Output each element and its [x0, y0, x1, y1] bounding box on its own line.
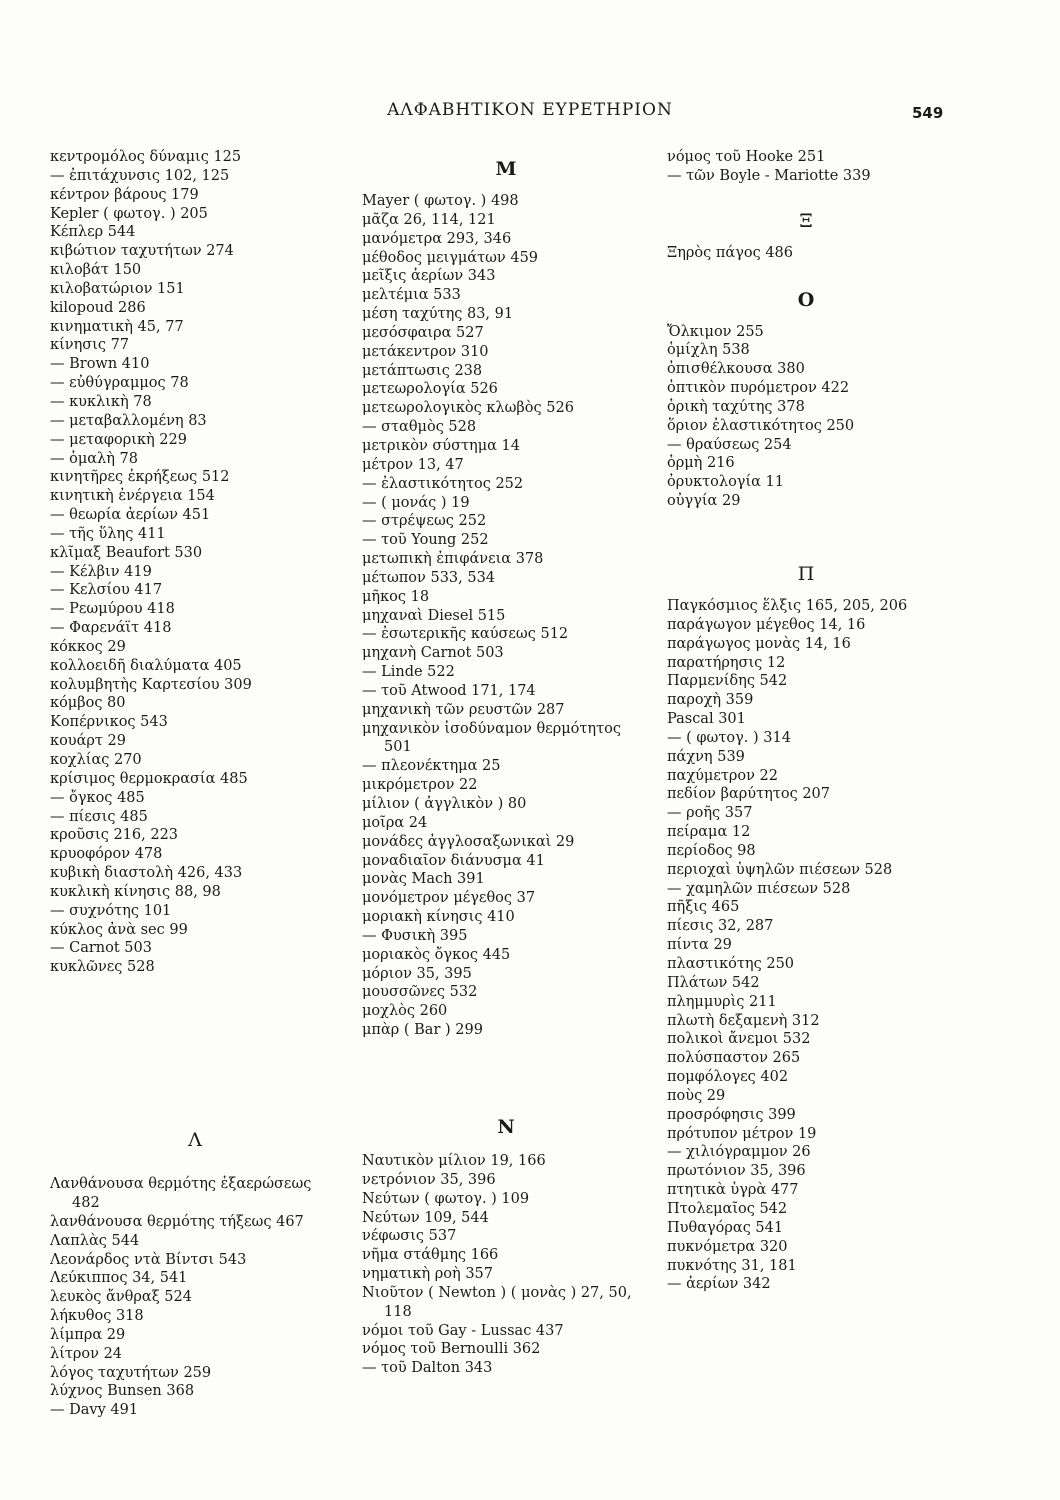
index-entry: μηχανικὸν ἰσοδύναμον θερμότητος 501 [362, 720, 621, 756]
index-entry: μέτρον 13, 47 [362, 456, 464, 473]
index-entry: νῆμα στάθμης 166 [362, 1247, 499, 1264]
index-entry: πρωτόνιον 35, 396 [667, 1163, 806, 1180]
entry-group-o [667, 323, 945, 511]
index-entry: Πυθαγόρας 541 [667, 1219, 784, 1236]
index-entry: πάχνη 539 [667, 748, 745, 765]
index-entry: Νεύτων ( φωτογ. ) 109 [362, 1190, 530, 1207]
index-column-3 [667, 148, 945, 1294]
index-entry: μετεωρολογία 526 [362, 381, 498, 398]
index-entry: — χιλιόγραμμον 26 [667, 1144, 811, 1161]
index-entry: — ( μονάς ) 19 [362, 494, 470, 511]
index-entry: λόγος ταχυτήτων 259 [50, 1364, 212, 1381]
index-entry: Νιοῦτον ( Newton ) ( μονὰς ) 27, 50, 118 [362, 1284, 632, 1320]
page-number: 549 [912, 104, 944, 122]
index-entry: παχύμετρον 22 [667, 767, 779, 784]
index-entry: πείραμα 12 [667, 824, 751, 841]
index-entry: — τοῦ Atwood 171, 174 [362, 682, 536, 699]
index-entry: — μεταβαλλομένη 83 [50, 412, 207, 429]
index-entry: — πλεονέκτημα 25 [362, 758, 501, 775]
index-entry: μουσσῶνες 532 [362, 984, 478, 1001]
index-entry: πῆξις 465 [667, 899, 740, 916]
index-entry: Λεονάρδος ντὰ Βίντσι 543 [50, 1251, 247, 1268]
index-entry: μοναδιαῖον διάνυσμα 41 [362, 852, 545, 869]
index-entry: μοριακὴ κίνησις 410 [362, 909, 515, 926]
index-entry: λανθάνουσα θερμότης τήξεως 467 [50, 1213, 304, 1230]
index-entry: πυκνόμετρα 320 [667, 1238, 788, 1255]
index-entry: κρίσιμος θερμοκρασία 485 [50, 770, 248, 787]
index-entry: — τοῦ Dalton 343 [362, 1360, 493, 1377]
index-entry: πλωτὴ δεξαμενὴ 312 [667, 1012, 820, 1029]
index-entry: — ὄγκος 485 [50, 789, 145, 806]
index-entry: οὐγγία 29 [667, 493, 741, 510]
index-entry: — πίεσις 485 [50, 808, 148, 825]
index-entry: μονὰς Mach 391 [362, 871, 485, 888]
spacer [362, 1040, 650, 1104]
entry-group-k [50, 148, 340, 977]
index-entry: — Carnot 503 [50, 940, 152, 957]
index-entry: ὁρμὴ 216 [667, 455, 735, 472]
index-entry: μετρικὸν σύστημα 14 [362, 437, 520, 454]
index-entry: κεντρομόλος δύναμις 125 [50, 149, 242, 165]
index-entry: μελτέμια 533 [362, 287, 461, 304]
index-entry: Pascal 301 [667, 711, 746, 728]
entry-group-l [50, 1175, 340, 1420]
index-entry: λύχνος Bunsen 368 [50, 1383, 195, 1400]
index-entry: νηματικὴ ροὴ 357 [362, 1266, 494, 1283]
index-entry: Ναυτικὸν μίλιον 19, 166 [362, 1152, 546, 1169]
index-entry: μανόμετρα 293, 346 [362, 230, 512, 247]
index-entry: κίνησις 77 [50, 337, 130, 354]
index-entry: κροῦσις 216, 223 [50, 827, 179, 844]
index-entry: κοχλίας 270 [50, 752, 142, 768]
section-letter-mu: Μ [495, 158, 517, 180]
index-entry: — Brown 410 [50, 356, 150, 373]
index-entry: μετεωρολογικὸς κλωβὸς 526 [362, 400, 574, 417]
index-entry: κινητικὴ ἐνέργεια 154 [50, 488, 215, 505]
index-entry: kilopoud 286 [50, 299, 146, 316]
index-entry: — Φυσικὴ 395 [362, 927, 468, 944]
index-entry: — Κελσίου 417 [50, 582, 163, 599]
index-entry: Mayer ( φωτογ. ) 498 [362, 193, 519, 209]
index-entry: — ἐλαστικότητος 252 [362, 475, 524, 492]
index-entry: Κέπλερ 544 [50, 224, 136, 241]
index-entry: — εὐθύγραμμος 78 [50, 375, 189, 392]
index-entry: Πλάτων 542 [667, 974, 760, 991]
index-entry: πυκνότης 31, 181 [667, 1257, 797, 1274]
index-entry: μοῖρα 24 [362, 814, 428, 831]
index-entry: — σταθμὸς 528 [362, 419, 477, 436]
index-entry: πολικοὶ ἄνεμοι 532 [667, 1031, 811, 1048]
index-entry: περίοδος 98 [667, 842, 756, 859]
index-entry: Παγκόσμιος ἕλξις 165, 205, 206 [667, 597, 908, 614]
index-entry: — ἐσωτερικῆς καύσεως 512 [362, 626, 569, 643]
index-entry: κυκλῶνες 528 [50, 959, 155, 976]
index-entry: — συχνότης 101 [50, 902, 172, 919]
index-entry: πλημμυρὶς 211 [667, 993, 777, 1010]
entry-group-n-continued [667, 148, 945, 186]
index-entry: — στρέψεως 252 [362, 513, 487, 530]
index-entry: Πτολεμαῖος 542 [667, 1200, 788, 1217]
index-entry: — ὁμαλὴ 78 [50, 450, 138, 467]
index-entry: — Linde 522 [362, 664, 455, 681]
index-entry: — θεωρία ἀερίων 451 [50, 507, 211, 524]
index-entry: νόμος τοῦ Bernoulli 362 [362, 1341, 541, 1358]
index-entry: πλαστικότης 250 [667, 956, 795, 972]
index-entry: — Κέλβιν 419 [50, 563, 152, 580]
index-entry: ποὺς 29 [667, 1087, 726, 1104]
index-entry: λίμπρα 29 [50, 1326, 126, 1343]
index-entry: προσρόφησις 399 [667, 1106, 796, 1123]
index-entry: πτητικὰ ὑγρὰ 477 [667, 1182, 799, 1199]
index-entry: λίτρον 24 [50, 1345, 123, 1362]
index-entry: μόριον 35, 395 [362, 965, 472, 982]
index-entry: μονάδες ἀγγλοσαξωνικαὶ 29 [362, 833, 575, 850]
index-entry: μίλιον ( ἀγγλικὸν ) 80 [362, 796, 527, 812]
index-entry: κινηματικὴ 45, 77 [50, 318, 184, 335]
entry-group-n [362, 1152, 650, 1378]
index-entry: πεδίον βαρύτητος 207 [667, 786, 830, 803]
index-entry: μᾶζα 26, 114, 121 [362, 211, 496, 228]
index-column-1 [50, 148, 340, 1420]
index-entry: — ( φωτογ. ) 314 [667, 729, 791, 746]
spacer [667, 511, 945, 551]
index-entry: — θραύσεως 254 [667, 436, 792, 453]
index-entry: κυβικὴ διαστολὴ 426, 433 [50, 865, 243, 882]
index-entry: κόκκος 29 [50, 638, 126, 655]
index-entry: — μεταφορικὴ 229 [50, 431, 187, 448]
index-entry: λήκυθος 318 [50, 1308, 144, 1325]
index-entry: πομφόλογες 402 [667, 1069, 789, 1086]
index-entry: μεσόσφαιρα 527 [362, 324, 484, 341]
index-entry: — ροῆς 357 [667, 805, 753, 822]
index-entry: πίντα 29 [667, 937, 732, 954]
index-entry: ὀπτικὸν πυρόμετρον 422 [667, 380, 850, 397]
index-entry: πρότυπον μέτρον 19 [667, 1125, 817, 1142]
spacer [667, 263, 945, 277]
index-entry: — τῶν Boyle - Mariotte 339 [667, 167, 871, 184]
section-letter-lambda: Λ [188, 1129, 202, 1152]
index-entry: Kepler ( φωτογ. ) 205 [50, 205, 208, 222]
index-entry: νετρόνιον 35, 396 [362, 1171, 496, 1188]
index-entry: κιβώτιον ταχυτήτων 274 [50, 243, 234, 260]
index-entry: κύκλος ἀνὰ sec 99 [50, 921, 188, 938]
index-entry: παράγωγον μέγεθος 14, 16 [667, 616, 866, 633]
index-entry: μετάκεντρον 310 [362, 343, 489, 360]
index-entry: νέφωσις 537 [362, 1228, 457, 1245]
entry-group-x [667, 244, 945, 263]
index-entry: κέντρον βάρους 179 [50, 186, 199, 203]
index-entry: — Φαρενάϊτ 418 [50, 620, 172, 637]
index-entry: κλῖμαξ Beaufort 530 [50, 544, 203, 561]
index-entry: Ὄλκιμον 255 [667, 323, 764, 340]
index-entry: — τῆς ὕλης 411 [50, 525, 166, 542]
index-entry: — Ρεωμύρου 418 [50, 601, 175, 618]
index-entry: ὀρυκτολογία 11 [667, 474, 785, 491]
index-entry: κουάρτ 29 [50, 733, 127, 750]
spacer [50, 1163, 340, 1175]
index-entry: κρυοφόρον 478 [50, 846, 163, 863]
index-entry: μηχανικὴ τῶν ρευστῶν 287 [362, 701, 565, 718]
index-entry: μοχλὸς 260 [362, 1003, 448, 1020]
entry-group-m [362, 192, 650, 1040]
index-entry: περιοχαὶ ὑψηλῶν πιέσεων 528 [667, 861, 893, 878]
index-entry: ὁρικὴ ταχύτης 378 [667, 398, 805, 415]
entry-group-p [667, 597, 945, 1294]
section-letter-nu: Ν [497, 1115, 515, 1138]
index-entry: — κυκλικὴ 78 [50, 393, 152, 410]
index-entry: — τοῦ Young 252 [362, 532, 489, 549]
index-entry: Νεύτων 109, 544 [362, 1209, 489, 1226]
index-entry: μέτωπον 533, 534 [362, 569, 496, 586]
index-entry: — χαμηλῶν πιέσεων 528 [667, 880, 851, 897]
index-entry: παρατήρησις 12 [667, 654, 786, 671]
index-entry: Λεύκιππος 34, 541 [50, 1270, 188, 1287]
index-entry: πίεσις 32, 287 [667, 918, 774, 935]
index-entry: μικρόμετρον 22 [362, 777, 478, 794]
index-entry: κυκλικὴ κίνησις 88, 98 [50, 883, 221, 900]
index-entry: μέθοδος μειγμάτων 459 [362, 249, 539, 266]
index-entry: Παρμενίδης 542 [667, 673, 788, 690]
spacer [667, 186, 945, 198]
index-entry: μέση ταχύτης 83, 91 [362, 306, 514, 323]
index-entry: κόμβος 80 [50, 695, 126, 712]
index-entry: Λανθάνουσα θερμότης ἐξαερώσεως 482 [50, 1176, 312, 1211]
index-entry: μπὰρ ( Bar ) 299 [362, 1022, 483, 1039]
index-entry: μηχανὴ Carnot 503 [362, 645, 504, 662]
index-entry: κιλοβάτ 150 [50, 262, 142, 279]
index-entry: νόμος τοῦ Hooke 251 [667, 149, 826, 165]
index-entry: — ἀερίων 342 [667, 1276, 771, 1293]
index-entry: κιλοβατώριον 151 [50, 280, 185, 297]
index-entry: Λαπλὰς 544 [50, 1232, 140, 1249]
section-letter-pi: Π [797, 562, 815, 585]
section-letter-omicron: Ο [797, 288, 815, 311]
index-entry: Ξηρὸς πάγος 486 [667, 244, 793, 261]
index-entry: παροχὴ 359 [667, 692, 754, 709]
index-entry: ὀπισθέλκουσα 380 [667, 361, 805, 378]
index-entry: πολύσπαστον 265 [667, 1050, 801, 1067]
index-entry: μετάπτωσις 238 [362, 362, 483, 379]
index-column-2 [362, 148, 650, 1378]
index-entry: Κοπέρνικος 543 [50, 714, 168, 731]
index-entry: μηχαναὶ Diesel 515 [362, 607, 506, 624]
index-entry: μοριακὸς ὄγκος 445 [362, 946, 511, 963]
index-entry: μεῖξις ἀερίων 343 [362, 268, 496, 285]
index-entry: παράγωγος μονὰς 14, 16 [667, 635, 851, 652]
index-entry: μῆκος 18 [362, 588, 430, 605]
running-head-title: ΑΛΦΑΒΗΤΙΚΟΝ ΕΥΡΕΤΗΡΙΟΝ [387, 100, 673, 120]
index-entry: ὅριον ἐλαστικότητος 250 [667, 417, 855, 434]
index-entry: κολλοειδῆ διαλύματα 405 [50, 657, 242, 674]
index-entry: — ἐπιτάχυνσις 102, 125 [50, 167, 230, 184]
index-entry: ὁμίχλη 538 [667, 342, 750, 359]
section-letter-xi: Ξ [799, 209, 813, 232]
index-entry: κινητῆρες ἐκρήξεως 512 [50, 469, 230, 486]
spacer [50, 977, 340, 1117]
index-entry: μονόμετρον μέγεθος 37 [362, 890, 536, 907]
index-entry: λευκὸς ἄνθραξ 524 [50, 1289, 192, 1306]
index-entry: — Davy 491 [50, 1402, 139, 1419]
index-entry: μετωπικὴ ἐπιφάνεια 378 [362, 551, 544, 568]
index-entry: νόμοι τοῦ Gay - Lussac 437 [362, 1322, 564, 1339]
index-entry: κολυμβητὴς Καρτεσίου 309 [50, 676, 252, 693]
